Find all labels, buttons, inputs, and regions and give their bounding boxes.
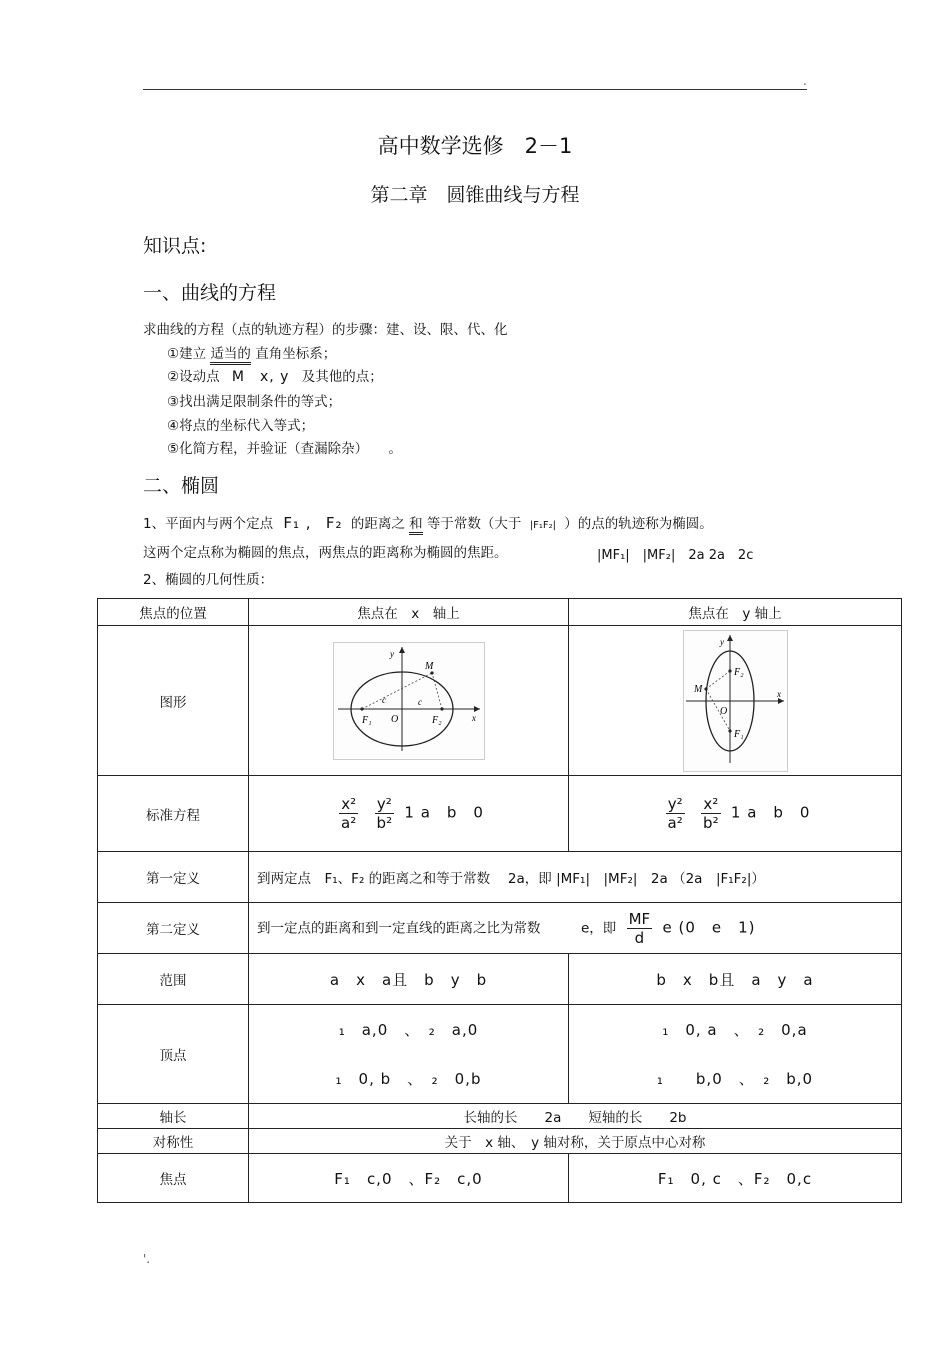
vertex-x-minor: ₁ 0, b 、 ₂ 0,b bbox=[335, 1070, 482, 1088]
table-row bbox=[98, 903, 902, 954]
vertex-x-major: ₁ a,0 、 ₂ a,0 bbox=[338, 1021, 479, 1039]
range-y: b x b且 a y a bbox=[569, 954, 902, 1005]
header-focus-position: 焦点的位置 bbox=[98, 599, 249, 626]
std-eq-x bbox=[249, 776, 569, 852]
ellipse-y-figure bbox=[683, 630, 788, 772]
row-label-focus: 焦点 bbox=[98, 1154, 249, 1203]
header-focus-on-x: 焦点在 x 轴上 bbox=[249, 599, 569, 626]
frac-num: x² bbox=[339, 795, 358, 814]
row-label-first-definition: 第一定义 bbox=[98, 852, 249, 903]
fig-x-axis-x-label: x bbox=[471, 712, 476, 723]
header-focus-on-y: 焦点在 y 轴上 bbox=[569, 599, 902, 626]
ellipse-y-svg bbox=[684, 631, 787, 767]
focus-y: F₁ 0, c 、F₂ 0,c bbox=[569, 1154, 902, 1203]
vertex-x-cell bbox=[249, 1005, 569, 1104]
step-2-pre: ②设动点 bbox=[167, 369, 220, 385]
table-row bbox=[98, 776, 902, 852]
second-definition-text bbox=[249, 903, 902, 954]
focus-definition: 这两个定点称为椭圆的焦点，两焦点的距离称为椭圆的焦距。 bbox=[143, 545, 508, 561]
table-row bbox=[98, 954, 902, 1005]
step-1-post: 直角坐标系； bbox=[255, 346, 337, 362]
std-x-frac-1 bbox=[339, 795, 358, 832]
std-y-frac-1 bbox=[666, 795, 685, 832]
section1-intro: 求曲线的方程（点的轨迹方程）的步骤：建、设、限、代、化 bbox=[143, 322, 508, 338]
fig-y-origin: O bbox=[719, 705, 727, 717]
def2-frac bbox=[627, 910, 653, 947]
frac-den: a² bbox=[667, 814, 683, 832]
first-definition-text: 到两定点 F₁、F₂ 的距离之和等于常数 2a，即 |MF₁| |MF₂| 2a （2a |F₁F₂|） bbox=[249, 852, 902, 903]
def1-abs-f1f2: |F₁F₂| bbox=[529, 520, 556, 531]
row-label-axis-length: 轴长 bbox=[98, 1104, 249, 1129]
fig-x-origin: O bbox=[390, 713, 398, 725]
def1-part-b: 的距离之 bbox=[350, 516, 405, 532]
def2-pre: 到一定点的距离和到一定直线的距离之比为常数 e，即 bbox=[257, 920, 617, 936]
row-label-range: 范围 bbox=[98, 954, 249, 1005]
table-row bbox=[98, 1104, 902, 1129]
page-title: 高中数学选修 2－1 bbox=[377, 134, 573, 158]
step-1-underlined: 适当的 bbox=[210, 346, 251, 365]
chapter-title: 第二章 圆锥曲线与方程 bbox=[370, 184, 580, 206]
row-label-vertex: 顶点 bbox=[98, 1005, 249, 1104]
vertex-y-minor: ₁ b,0 、 ₂ b,0 bbox=[656, 1070, 814, 1088]
table-row bbox=[98, 599, 902, 626]
ellipse-properties-table bbox=[97, 598, 902, 1203]
symmetry-text: 关于 x 轴、 y 轴对称，关于原点中心对称 bbox=[249, 1129, 902, 1154]
focus-x: F₁ c,0 、F₂ c,0 bbox=[249, 1154, 569, 1203]
def1-f2: F₂ bbox=[325, 514, 343, 532]
header-corner-mark: . bbox=[803, 74, 807, 88]
vertex-y-major: ₁ 0, a 、 ₂ 0,a bbox=[662, 1021, 808, 1039]
frac-num: x² bbox=[701, 795, 721, 814]
geometric-properties-label: 2、椭圆的几何性质： bbox=[143, 572, 274, 588]
step-1 bbox=[167, 342, 336, 362]
frac-num: MF bbox=[628, 909, 651, 928]
fig-y-point-m: M bbox=[693, 683, 702, 695]
header-rule bbox=[143, 89, 807, 90]
frac-den: b² bbox=[376, 814, 393, 832]
frac-num: y² bbox=[375, 795, 395, 814]
axis-length-text: 长轴的长 2a 短轴的长 2b bbox=[249, 1104, 902, 1129]
def1-f1: F₁ , bbox=[283, 514, 312, 532]
frac-den: b² bbox=[703, 814, 719, 832]
std-y-tail: 1 a b 0 bbox=[730, 803, 811, 822]
fig-y-f1: F₁ bbox=[733, 728, 744, 740]
fig-x-c-right: c bbox=[417, 696, 422, 707]
step-1-pre: ①建立 bbox=[167, 346, 207, 362]
def2-post: e (0 e 1) bbox=[662, 918, 756, 936]
fig-x-f1: F₁ bbox=[361, 714, 372, 726]
table-row bbox=[98, 626, 902, 776]
def1-part-d: ）的点的轨迹称为椭圆。 bbox=[564, 516, 713, 532]
def1-part-a: 1、平面内与两个定点 bbox=[143, 516, 274, 532]
step-3: ③找出满足限制条件的等式； bbox=[167, 394, 342, 410]
step-2-post: 及其他的点； bbox=[301, 369, 383, 385]
range-x: a x a且 b y b bbox=[249, 954, 569, 1005]
step-2 bbox=[167, 365, 383, 386]
ellipse-x-svg bbox=[334, 643, 484, 755]
section2-heading: 二、椭圆 bbox=[143, 475, 220, 497]
fig-x-axis-y-label: y bbox=[389, 648, 394, 659]
step-2-math: M x, y bbox=[231, 369, 290, 385]
figure-x-cell bbox=[249, 626, 569, 776]
std-x-tail: 1 a b 0 bbox=[404, 803, 484, 822]
frac-den: a² bbox=[341, 814, 357, 832]
table-row bbox=[98, 852, 902, 903]
row-label-symmetry: 对称性 bbox=[98, 1129, 249, 1154]
row-label-figure: 图形 bbox=[98, 626, 249, 776]
frac-num: y² bbox=[666, 795, 685, 814]
fig-x-c-left: c bbox=[381, 694, 386, 705]
def1-he: 和 bbox=[409, 516, 423, 535]
footer-mark: '. bbox=[143, 1252, 151, 1266]
figure-y-cell bbox=[569, 626, 902, 776]
focus-definition-math: |MF₁| |MF₂| 2a 2a 2c bbox=[597, 548, 754, 563]
std-y-frac-2 bbox=[701, 795, 721, 832]
table-row bbox=[98, 1154, 902, 1203]
def1-part-c: 等于常数（大于 bbox=[426, 516, 522, 532]
section1-heading: 一、曲线的方程 bbox=[143, 282, 277, 304]
step-4: ④将点的坐标代入等式； bbox=[167, 418, 315, 434]
row-label-second-definition: 第二定义 bbox=[98, 903, 249, 954]
frac-den: d bbox=[634, 928, 645, 947]
ellipse-x-figure bbox=[333, 642, 485, 760]
vertex-y-cell bbox=[569, 1005, 902, 1104]
fig-y-axis-y-label: y bbox=[719, 636, 724, 647]
std-eq-y bbox=[569, 776, 902, 852]
knowledge-heading: 知识点: bbox=[143, 235, 207, 257]
ellipse-definition bbox=[143, 512, 713, 532]
fig-y-f2: F₂ bbox=[733, 666, 744, 678]
fig-y-axis-x-label: x bbox=[776, 688, 781, 699]
table-row bbox=[98, 1129, 902, 1154]
fig-x-f2: F₂ bbox=[431, 714, 442, 726]
step-5: ⑤化简方程，并验证（查漏除杂） 。 bbox=[167, 441, 402, 457]
fig-x-point-m: M bbox=[424, 660, 433, 672]
std-x-frac-2 bbox=[375, 795, 395, 832]
row-label-standard-equation: 标准方程 bbox=[98, 776, 249, 852]
table-row bbox=[98, 1005, 902, 1104]
